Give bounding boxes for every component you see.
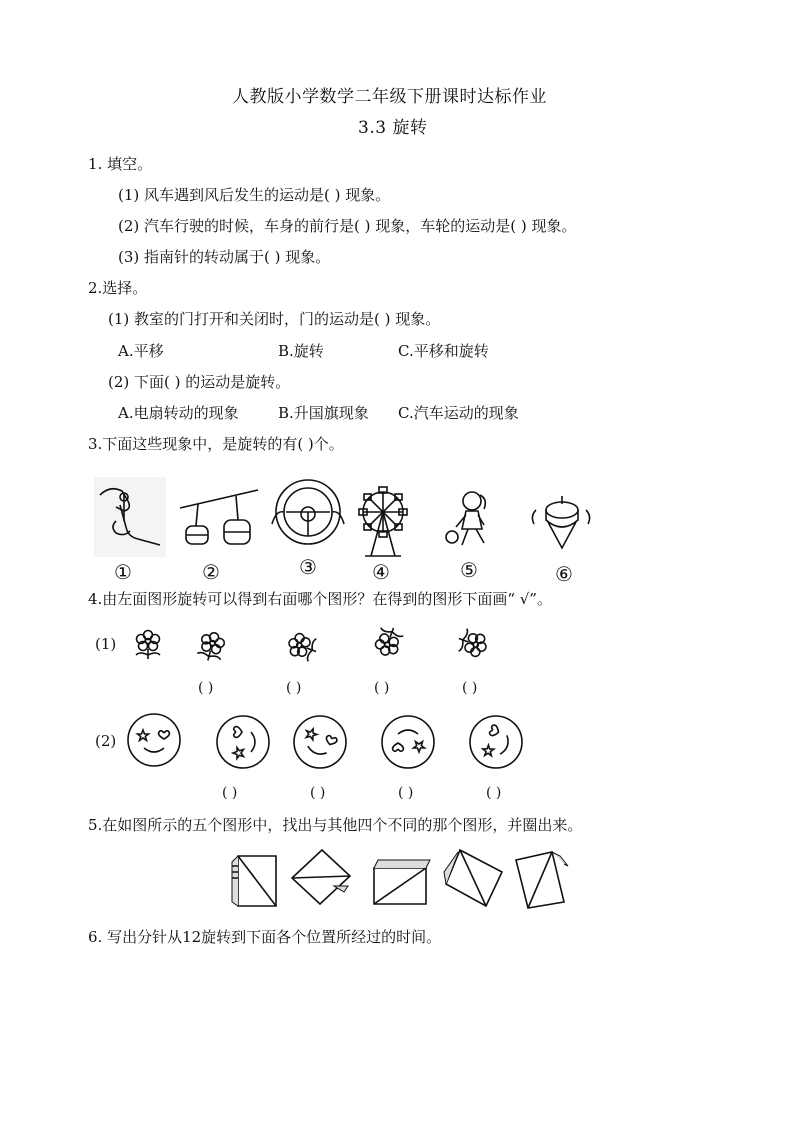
q2-sub1-option-b: B.旋转 xyxy=(278,342,324,360)
q2-sub1-option-a: A.平移 xyxy=(118,342,164,360)
face-circle-icon xyxy=(380,714,436,770)
folded-square-icon[interactable] xyxy=(442,844,508,910)
q3-label-4: ④ xyxy=(372,560,390,584)
cable-car-icon xyxy=(178,480,260,555)
folded-square-icon[interactable] xyxy=(228,848,280,910)
flower-icon xyxy=(370,625,406,661)
q6-stem: 6. 写出分针从12旋转到下面各个位置所经过的时间。 xyxy=(88,928,442,946)
face-circle-icon xyxy=(126,712,182,768)
q4-row2-blank-3[interactable]: ( ) xyxy=(398,785,414,801)
q4-row1-blank-2[interactable]: ( ) xyxy=(286,680,302,696)
flower-icon xyxy=(194,627,230,663)
q2-sub2-option-c: C.汽车运动的现象 xyxy=(398,404,519,422)
q3-label-6: ⑥ xyxy=(555,562,573,586)
q4-row2-blank-1[interactable]: ( ) xyxy=(222,785,238,801)
q4-row1-label: (1) xyxy=(95,635,117,653)
page-subtitle: 3.3 旋转 xyxy=(358,118,428,138)
girl-bouncing-ball-icon xyxy=(442,487,494,555)
q1-stem: 1. 填空。 xyxy=(88,155,153,173)
q4-row2-blank-2[interactable]: ( ) xyxy=(310,785,326,801)
q3-label-5: ⑤ xyxy=(460,558,478,582)
face-circle-icon xyxy=(292,714,348,770)
q2-sub1: (1) 教室的门打开和关闭时，门的运动是( ) 现象。 xyxy=(108,310,441,328)
q3-label-2: ② xyxy=(202,560,220,584)
face-circle-icon xyxy=(468,714,524,770)
q4-row1-blank-4[interactable]: ( ) xyxy=(462,680,478,696)
q4-row1-blank-3[interactable]: ( ) xyxy=(374,680,390,696)
flower-icon xyxy=(456,626,492,662)
q3-label-1: ① xyxy=(114,560,132,584)
folded-square-icon[interactable] xyxy=(288,846,354,908)
folded-square-icon[interactable] xyxy=(368,848,434,908)
page-title: 人教版小学数学二年级下册课时达标作业 xyxy=(232,87,547,107)
hand-crank-icon xyxy=(90,475,170,560)
q1-item-3: (3) 指南针的转动属于( ) 现象。 xyxy=(118,248,331,266)
q2-sub2-option-b: B.升国旗现象 xyxy=(278,404,369,422)
face-circle-icon xyxy=(215,714,271,770)
q2-sub2-option-a: A.电扇转动的现象 xyxy=(118,404,239,422)
q3-label-3: ③ xyxy=(299,555,317,579)
q4-stem: 4.由左面图形旋转可以得到右面哪个图形？在得到的图形下面画“ √”。 xyxy=(88,590,552,608)
q3-stem: 3.下面这些现象中，是旋转的有( )个。 xyxy=(88,435,344,453)
q5-stem: 5.在如图所示的五个图形中，找出与其他四个不同的那个图形，并圈出来。 xyxy=(88,816,583,834)
q4-row2-label: (2) xyxy=(95,732,117,750)
flower-icon xyxy=(130,625,166,661)
q1-item-2: (2) 汽车行驶的时候，车身的前行是( ) 现象，车轮的运动是( ) 现象。 xyxy=(118,217,577,235)
q2-sub1-option-c: C.平移和旋转 xyxy=(398,342,489,360)
q4-row1-blank-1[interactable]: ( ) xyxy=(198,680,214,696)
q1-item-1: (1) 风车遇到风后发生的运动是( ) 现象。 xyxy=(118,186,391,204)
steering-wheel-icon xyxy=(268,474,348,554)
flower-icon xyxy=(283,628,319,664)
ferris-wheel-icon xyxy=(357,486,409,560)
q4-row2-blank-4[interactable]: ( ) xyxy=(486,785,502,801)
folded-square-icon[interactable] xyxy=(512,846,568,910)
q2-stem: 2.选择。 xyxy=(88,279,148,297)
q2-sub2: (2) 下面( ) 的运动是旋转。 xyxy=(108,373,291,391)
spinning-top-icon xyxy=(526,490,596,555)
